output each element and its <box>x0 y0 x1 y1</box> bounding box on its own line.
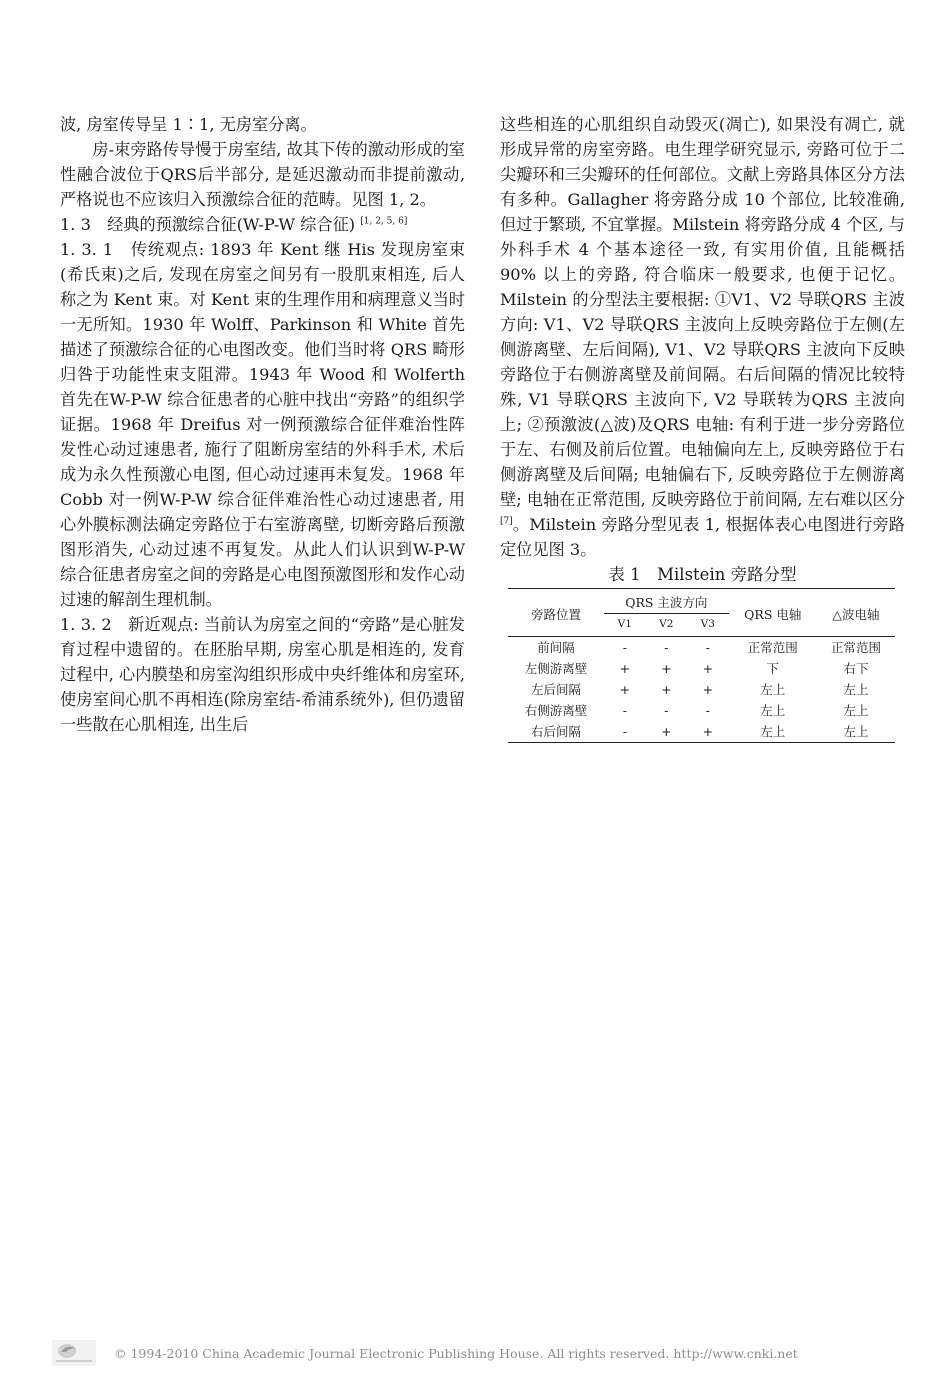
table-row <box>508 700 895 721</box>
cell-qrs-axis: 正常范围 <box>747 640 798 655</box>
citation-refs: [1, 2, 5, 6] <box>360 216 408 227</box>
cell-v3: + <box>702 724 714 739</box>
cell-delta-axis: 右下 <box>843 661 869 676</box>
table-title: 表 1 Milstein 旁路分型 <box>608 565 797 584</box>
cell-delta-axis: 正常范围 <box>830 640 881 655</box>
paragraph-bypass-conduction: 房-束旁路传导慢于房室结, 故其下传的激动形成的室性融合波位于QRS后半部分, 是延迟激动而非提前激动, 严格说也不应该归入预激综合征的范畴。见图 1, 2。 <box>60 140 465 209</box>
left-column <box>60 112 465 737</box>
cell-position: 左侧游离壁 <box>524 661 588 676</box>
table-row <box>508 637 895 659</box>
table-row <box>508 721 895 743</box>
paragraph-1-3-2: 1. 3. 2 新近观点: 当前认为房室之间的“旁路”是心脏发育过程中遗留的。在胚胎早期, 房室心肌是相连的, 发育过程中, 心内膜垫和房室沟组织形成中央纤维体和房室环, 使房室间心肌不再相连(除房室结-希浦系统外), 但仍遗留一些散在心肌相连, 出生后 <box>60 615 465 734</box>
cell-v2: - <box>664 703 669 718</box>
paragraph-milstein-text: 这些相连的心肌组织自动毁灭(凋亡), 如果没有凋亡, 就形成异常的房室旁路。电生理学研究显示, 旁路可位于二尖瓣环和三尖瓣环的任何部位。文献上旁路具体区分方法有多种。Gallagher 将旁路分成 10 个部位, 比较准确, 但过于繁琐, 不宜掌握。Milstein 将旁路分成 4 个区, 与外科手术 4 个基本途径一致, 有实用价值, 且能概括 90% 以上的旁路, 符合临床一般要求, 也便于记忆。Milstein 的分型法主要根据: ①V1、V2 导联QRS 主波方向: V1、V2 导联QRS 主波向上反映旁路位于左侧(左侧游离壁、左后间隔), V1、V2 导联QRS 主波向下反映旁路位于右侧游离壁及前间隔。右后间隔的情况比较特殊, V1 导联QRS 主波向下, V2 导联转为QRS 主波向上; ②预激波(△波)及QRS 电轴: 有利于进一步分旁路位于左、右侧及前后位置。电轴偏向左上, 反映旁路位于右侧游离壁及后间隔; 电轴偏右下, 反映旁路位于左侧游离壁; 电轴在正常范围, 反映旁路位于前间隔, 左右难以区分 <box>500 115 905 509</box>
cell-v2: - <box>664 640 669 655</box>
header-v2: V2 <box>659 618 674 630</box>
cell-v1: - <box>622 724 627 739</box>
copyright-notice: © 1994-2010 China Academic Journal Electronic Publishing House. All rights reserved. http://www.cnki.net <box>114 1346 798 1361</box>
cell-position: 左后间隔 <box>531 682 582 697</box>
cell-v3: - <box>705 703 710 718</box>
cell-v3: + <box>702 682 714 697</box>
paragraph-1-3-1: 1. 3. 1 传统观点: 1893 年 Kent 继 His 发现房室束(希氏束)之后, 发现在房室之间另有一股肌束相连, 后人称之为 Kent 束。对 Kent 束的生理作用和病理意义当时一无所知。1930 年 Wolff、Parkinson 和 White 首先描述了预激综合征的心电图改变。他们当时将 QRS 畸形归咎于功能性束支阻滞。1943 年 Wood 和 Wolferth 首先在W-P-W 综合征患者的心脏中找出“旁路”的组织学证据。1968 年 Dreifus 对一例预激综合征伴难治性阵发性心动过速患者, 施行了阻断房室结的外科手术, 术后成为永久性预激心电图, 但心动过速再未复发。1968 年 Cobb 对一例W-P-W 综合征伴难治性心动过速患者, 用心外膜标测法确定旁路位于右室游离壁, 切断旁路后预激图形消失, 心动过速不再复发。从此人们认识到W-P-W 综合征患者房室之间的旁路是心电图预激图形和发作心动过速的解剖生理机制。 <box>60 240 465 609</box>
cell-position: 右侧游离壁 <box>524 703 588 718</box>
cell-qrs-axis: 左上 <box>760 724 786 739</box>
header-v3: V3 <box>700 618 715 630</box>
cell-v2: + <box>661 724 672 739</box>
header-qrs-group: QRS 主波方向 <box>604 589 729 614</box>
header-delta-axis: △波电轴 <box>832 606 880 622</box>
paragraph-continuation: 波, 房室传导呈 1∶1, 无房室分离。 <box>60 115 317 134</box>
cell-v3: - <box>705 640 710 655</box>
table-row <box>508 679 895 700</box>
cell-qrs-axis: 左上 <box>760 682 786 697</box>
cell-delta-axis: 左上 <box>843 703 869 718</box>
cell-v3: + <box>702 661 714 676</box>
milstein-table <box>508 588 895 743</box>
cell-v2: + <box>661 661 672 676</box>
cell-delta-axis: 左上 <box>843 682 869 697</box>
cell-qrs-axis: 左上 <box>760 703 786 718</box>
header-qrs-axis: QRS 电轴 <box>744 606 802 622</box>
cell-qrs-axis: 下 <box>766 661 780 676</box>
cell-v1: - <box>622 640 627 655</box>
citation-ref-7: [7] <box>500 516 513 527</box>
section-heading-1-3 <box>60 212 465 237</box>
cell-v1: + <box>619 661 631 676</box>
paragraph-milstein <box>500 112 905 562</box>
table-row <box>508 658 895 679</box>
header-v1: V1 <box>617 618 632 630</box>
cell-v2: + <box>661 682 672 697</box>
paragraph-milstein-tail: 。Milstein 旁路分型见表 1, 根据体表心电图进行旁路定位见图 3。 <box>500 515 905 559</box>
page-footer <box>52 1340 932 1370</box>
header-position: 旁路位置 <box>531 606 582 622</box>
cell-position: 右后间隔 <box>531 724 582 739</box>
cnki-logo-icon <box>52 1340 96 1366</box>
cell-position: 前间隔 <box>537 640 575 655</box>
cell-v1: + <box>619 682 631 697</box>
right-column <box>500 112 905 743</box>
section-heading-text: 1. 3 经典的预激综合征(W-P-W 综合征) <box>60 215 356 234</box>
cell-delta-axis: 左上 <box>843 724 869 739</box>
cell-v1: - <box>622 703 627 718</box>
